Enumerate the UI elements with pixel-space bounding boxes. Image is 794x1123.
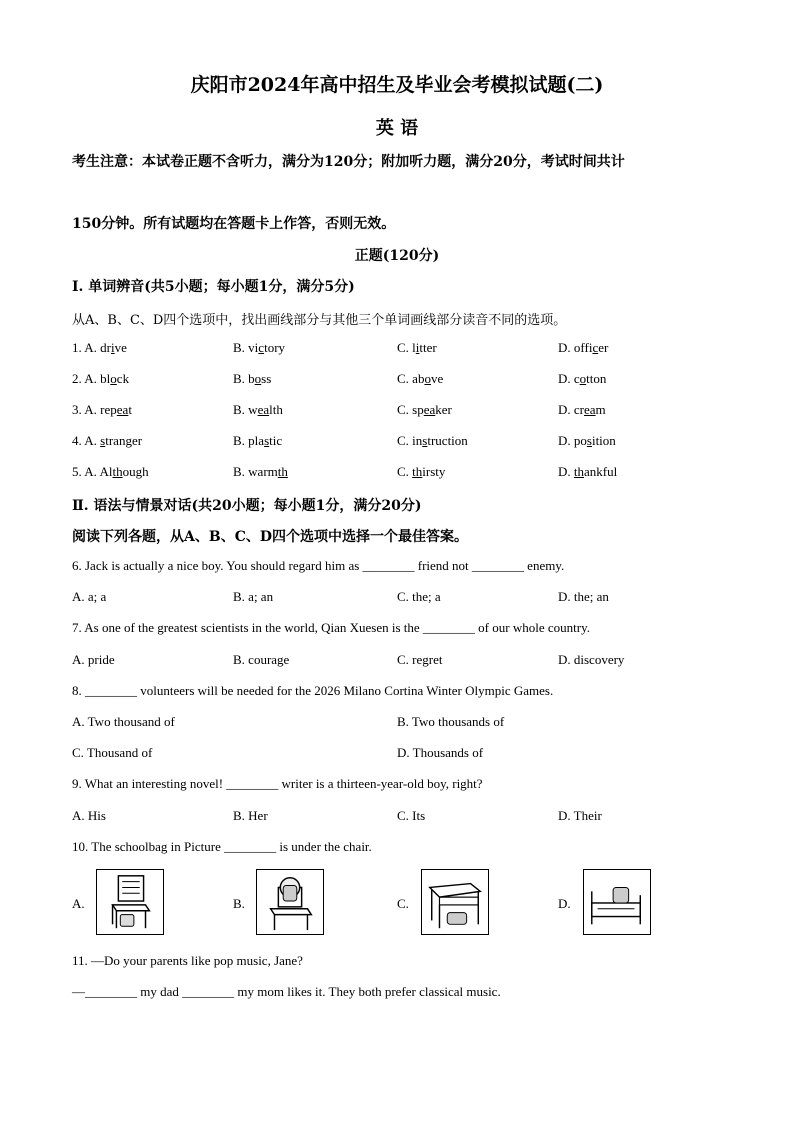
- q7-option-d: D. discovery: [558, 652, 625, 667]
- q11-stem: 11. —Do your parents like pop music, Jane?: [72, 953, 303, 968]
- section2-instruction: 阅读下列各题，从A、B、C、D四个选项中选择一个最佳答案。: [72, 529, 468, 545]
- word-part: truction: [427, 433, 468, 448]
- word-part: ve: [114, 340, 127, 355]
- word-part: ck: [116, 371, 130, 386]
- underlined-letters: th: [573, 464, 585, 479]
- q9-option-a: A. His: [72, 808, 106, 823]
- word-part: Al: [99, 464, 113, 479]
- q6-option-d: D. the; an: [558, 589, 609, 604]
- word-part: po: [573, 433, 587, 448]
- q1-option-c: [397, 340, 437, 356]
- word-part: ss: [261, 371, 272, 386]
- underlined-letters: th: [412, 464, 423, 479]
- word-part: offi: [573, 340, 593, 355]
- underlined-letters: th: [277, 464, 288, 479]
- q7-option-a: A. pride: [72, 652, 115, 667]
- underlined-letters: s: [422, 433, 428, 448]
- word-part: ab: [412, 371, 425, 386]
- q7-stem: 7. As one of the greatest scientists in the world, Qian Xuesen is the ________ of our whole country.: [72, 620, 590, 635]
- underlined-letters: s: [586, 433, 592, 448]
- section1-heading: I. 单词辨音(共5小题；每小题1分，满分5分): [72, 279, 355, 295]
- exam-title: 庆阳市2024年高中招生及毕业会考模拟试题(二): [190, 74, 604, 96]
- q6-option-b: B. a; an: [233, 589, 274, 604]
- word-part: lth: [269, 402, 283, 417]
- q2-option-a: [72, 371, 129, 387]
- q5-option-c: [397, 464, 445, 480]
- underlined-letters: o: [579, 371, 587, 386]
- word-part: c: [573, 371, 580, 386]
- q3-option-c: [397, 402, 452, 418]
- word-part: ve: [430, 371, 444, 386]
- underlined-letters: i: [415, 340, 420, 355]
- q3-option-b: [233, 402, 283, 418]
- word-part: ough: [122, 464, 149, 479]
- word-part: w: [248, 402, 258, 417]
- underlined-letters: th: [112, 464, 123, 479]
- q11-line-2: —________ my dad ________ my mom likes it. They both prefer classical music.: [72, 984, 501, 999]
- underlined-letters: c: [258, 340, 265, 355]
- q2-option-d: [558, 371, 606, 387]
- option-letter: B.: [233, 340, 245, 355]
- q6-option-a: A. a; a: [72, 589, 107, 604]
- q10-option-b-label: B.: [233, 896, 245, 911]
- underlined-letters: ea: [257, 402, 270, 417]
- section2-heading: Ⅱ. 语法与情景对话(共20小题；每小题1分，满分20分): [72, 498, 422, 514]
- word-part: ition: [591, 433, 616, 448]
- word-part: tranger: [105, 433, 143, 448]
- option-letter: C.: [397, 433, 409, 448]
- word-part: cr: [573, 402, 584, 417]
- option-letter: 4. A.: [72, 433, 97, 448]
- notice-line-1: 考生注意：本试卷正题不含听力，满分为120分；附加听力题，满分20分，考试时间共计: [72, 154, 625, 170]
- section1-instruction: 从A、B、C、D四个选项中，找出画线部分与其他三个单词画线部分读音不同的选项。: [72, 313, 567, 328]
- word-part: tton: [586, 371, 607, 386]
- underlined-letters: o: [254, 371, 262, 386]
- q1-option-d: [558, 340, 608, 356]
- underlined-letters: o: [424, 371, 431, 386]
- word-part: dr: [100, 340, 112, 355]
- q9-option-d: D. Their: [558, 808, 602, 823]
- word-part: ankful: [584, 464, 618, 479]
- q8-option-b: B. Two thousands of: [397, 714, 505, 729]
- q10-picture-c-desk-icon: [421, 869, 489, 935]
- word-part: in: [412, 433, 423, 448]
- q5-option-d: [558, 464, 617, 480]
- q10-option-a-label: A.: [72, 896, 85, 911]
- option-letter: B.: [233, 433, 245, 448]
- option-letter: D.: [558, 371, 571, 386]
- underlined-letters: s: [100, 433, 106, 448]
- option-letter: 3. A.: [72, 402, 97, 417]
- q1-option-a: [72, 340, 127, 356]
- q4-option-a: [72, 433, 142, 449]
- word-part: m: [595, 402, 606, 417]
- word-part: tter: [419, 340, 437, 355]
- q9-stem: 9. What an interesting novel! ________ writer is a thirteen-year-old boy, right?: [72, 776, 483, 791]
- word-part: tic: [269, 433, 283, 448]
- word-part: sp: [412, 402, 424, 417]
- part-title: 正题(120分): [354, 248, 440, 264]
- option-letter: B.: [233, 464, 245, 479]
- word-part: l: [412, 340, 416, 355]
- q4-option-d: [558, 433, 616, 449]
- word-part: rep: [100, 402, 117, 417]
- option-letter: B.: [233, 371, 245, 386]
- option-letter: 5. A.: [72, 464, 97, 479]
- option-letter: D.: [558, 464, 571, 479]
- subject-title: 英 语: [375, 118, 419, 139]
- q2-option-b: [233, 371, 271, 387]
- underlined-letters: s: [264, 433, 270, 448]
- q3-option-d: [558, 402, 606, 418]
- underlined-letters: ea: [116, 402, 129, 417]
- underlined-letters: o: [110, 371, 117, 386]
- option-letter: D.: [558, 402, 571, 417]
- q3-option-a: [72, 402, 132, 418]
- option-letter: 1. A.: [72, 340, 97, 355]
- option-letter: C.: [397, 371, 409, 386]
- word-part: tory: [264, 340, 286, 355]
- underlined-letters: ea: [584, 402, 596, 417]
- q10-option-d-label: D.: [558, 896, 571, 911]
- notice-line-2: 150分钟。所有试题均在答题卡上作答，否则无效。: [72, 216, 396, 232]
- underlined-letters: ea: [423, 402, 436, 417]
- option-letter: D.: [558, 340, 571, 355]
- q10-stem: 10. The schoolbag in Picture ________ is under the chair.: [72, 839, 372, 854]
- q5-option-b: [233, 464, 288, 480]
- word-part: er: [598, 340, 609, 355]
- q7-option-c: C. regret: [397, 652, 443, 667]
- option-letter: C.: [397, 464, 409, 479]
- option-letter: C.: [397, 340, 409, 355]
- q10-picture-b-chair-with-bag-icon: [256, 869, 324, 935]
- q10-picture-a-chair-icon: [96, 869, 164, 935]
- q10-option-c-label: C.: [397, 896, 409, 911]
- option-letter: B.: [233, 402, 245, 417]
- q8-option-a: A. Two thousand of: [72, 714, 175, 729]
- q7-option-b: B. courage: [233, 652, 290, 667]
- q2-option-c: [397, 371, 443, 387]
- underlined-letters: i: [111, 340, 115, 355]
- q10-picture-d-bed-icon: [583, 869, 651, 935]
- q8-option-c: C. Thousand of: [72, 745, 153, 760]
- option-letter: C.: [397, 402, 409, 417]
- underlined-letters: c: [592, 340, 599, 355]
- q1-option-b: [233, 340, 285, 356]
- word-part: irsty: [422, 464, 446, 479]
- q9-option-b: B. Her: [233, 808, 268, 823]
- option-letter: 2. A.: [72, 371, 97, 386]
- word-part: t: [128, 402, 132, 417]
- word-part: warm: [248, 464, 278, 479]
- word-part: pla: [248, 433, 265, 448]
- word-part: vi: [248, 340, 259, 355]
- option-letter: D.: [558, 433, 571, 448]
- word-part: bl: [100, 371, 111, 386]
- word-part: b: [248, 371, 255, 386]
- q4-option-c: [397, 433, 468, 449]
- q5-option-a: [72, 464, 149, 480]
- q8-option-d: D. Thousands of: [397, 745, 484, 760]
- q6-option-c: C. the; a: [397, 589, 441, 604]
- q6-stem: 6. Jack is actually a nice boy. You should regard him as ________ friend not ________ enemy.: [72, 558, 565, 573]
- q8-stem: 8. ________ volunteers will be needed for the 2026 Milano Cortina Winter Olympic Games.: [72, 683, 554, 698]
- word-part: ker: [435, 402, 452, 417]
- q9-option-c: C. Its: [397, 808, 426, 823]
- q4-option-b: [233, 433, 282, 449]
